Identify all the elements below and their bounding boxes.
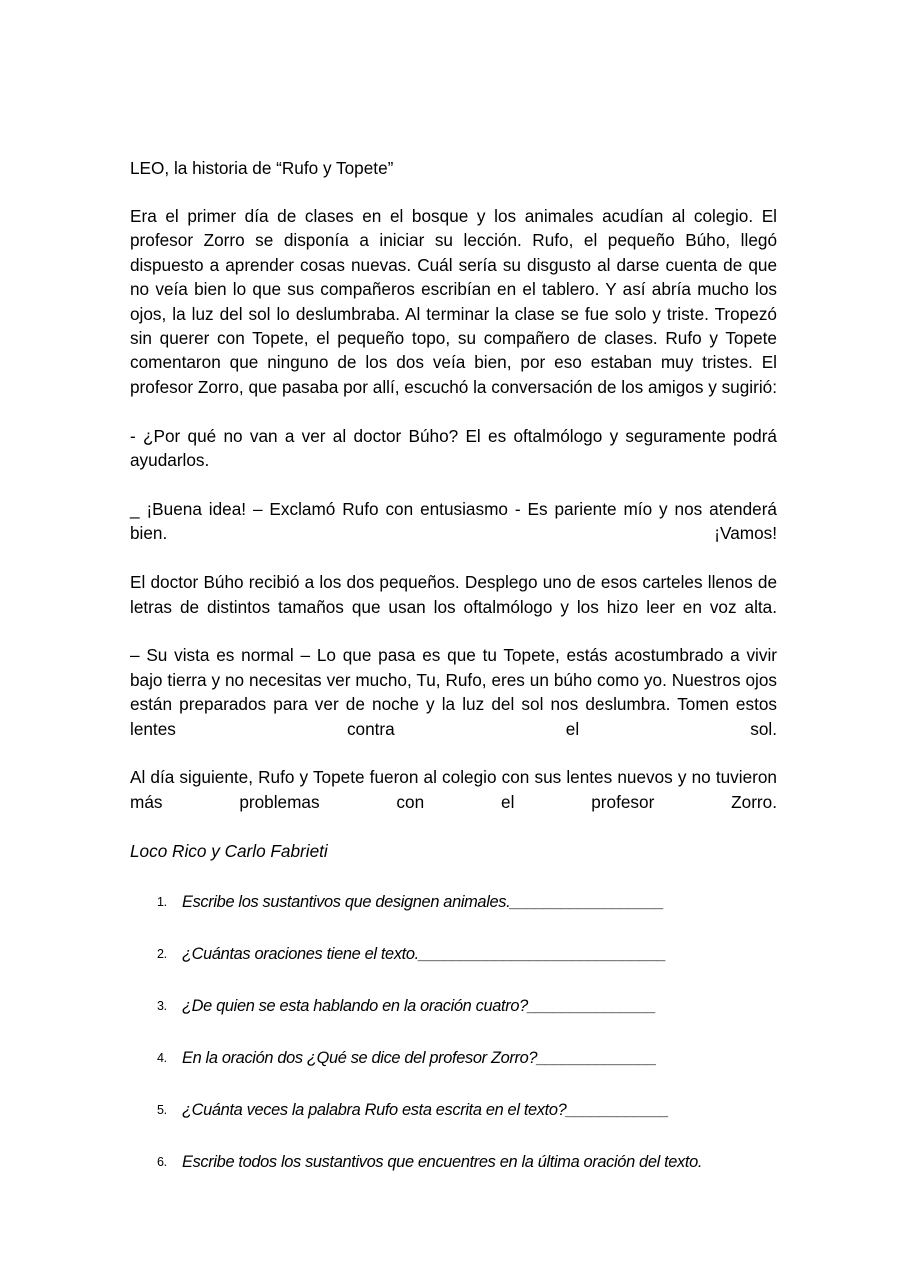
list-item: [130, 887, 777, 917]
answer-blank[interactable]: _____________________________: [418, 944, 666, 963]
story-paragraph: Al día siguiente, Rufo y Topete fueron al colegio con sus lentes nuevos y no tuvieron más problemas con el profesor Zorro.: [130, 767, 777, 812]
story-text: [130, 204, 777, 839]
list-item: [130, 991, 777, 1021]
answer-blank[interactable]: __________________: [510, 892, 664, 911]
questions-list: [130, 887, 777, 1177]
list-item: [130, 1147, 777, 1177]
question-number: 2.: [157, 946, 167, 961]
question-number: 3.: [157, 998, 167, 1013]
answer-blank[interactable]: ____________: [566, 1100, 669, 1119]
question-number: 5.: [157, 1102, 167, 1117]
page-title: LEO, la historia de “Rufo y Topete”: [130, 158, 394, 178]
question-text: Escribe los sustantivos que designen animales.: [182, 892, 511, 911]
story-paragraph: – Su vista es normal – Lo que pasa es que tu Topete, estás acostumbrado a vivir bajo tierra y no necesitas ver mucho, Tu, Rufo, eres un búho como yo. Nuestros ojos están preparados para ver de noche y la luz del sol nos deslumbra. Tomen estos lentes contra el sol.: [130, 645, 777, 739]
story-paragraph: - ¿Por qué no van a ver al doctor Búho? El es oftalmólogo y seguramente podrá ayudarlos.: [130, 425, 777, 471]
question-text: En la oración dos ¿Qué se dice del profesor Zorro?: [182, 1048, 538, 1067]
question-number: 6.: [157, 1154, 167, 1169]
question-text: ¿Cuánta veces la palabra Rufo esta escrita en el texto?: [182, 1100, 567, 1119]
question-number: 1.: [157, 894, 167, 909]
story-paragraph: El doctor Búho recibió a los dos pequeños. Desplego uno de esos carteles llenos de letras de distintos tamaños que usan los oftalmólogo y los hizo leer en voz alta.: [130, 572, 777, 617]
list-item: [130, 1043, 777, 1073]
document-body: [130, 156, 777, 1177]
story-paragraph: _ ¡Buena idea! – Exclamó Rufo con entusiasmo - Es pariente mío y nos atenderá bien. ¡Vamos!: [130, 498, 777, 544]
question-text: ¿De quien se esta hablando en la oración cuatro?: [182, 996, 528, 1015]
answer-blank[interactable]: _______________: [527, 996, 656, 1015]
author-attribution: Loco Rico y Carlo Fabrieti: [130, 840, 328, 861]
question-number: 4.: [157, 1050, 167, 1065]
story-paragraph: Era el primer día de clases en el bosque y los animales acudían al colegio. El profesor Zorro se disponía a iniciar su lección. Rufo, el pequeño Búho, llegó dispuesto a aprender cosas nuevas. Cuál sería su disgusto al darse cuenta de que no veía bien lo que sus compañeros escribían en el tablero. Y así abría mucho los ojos, la luz del sol lo deslumbraba. Al terminar la clase se fue solo y triste. Tropezó sin querer con Topete, el pequeño topo, su compañero de clases. Rufo y Topete comentaron que ninguno de los dos veía bien, por eso estaban muy tristes. El profesor Zorro, que pasaba por allí, escuchó la conversación de los amigos y sugirió:: [130, 206, 777, 397]
answer-blank[interactable]: ______________: [537, 1048, 657, 1067]
list-item: [130, 1095, 777, 1125]
question-text: ¿Cuántas oraciones tiene el texto.: [182, 944, 419, 963]
list-item: [130, 939, 777, 969]
question-text: Escribe todos los sustantivos que encuentres en la última oración del texto.: [182, 1152, 703, 1171]
